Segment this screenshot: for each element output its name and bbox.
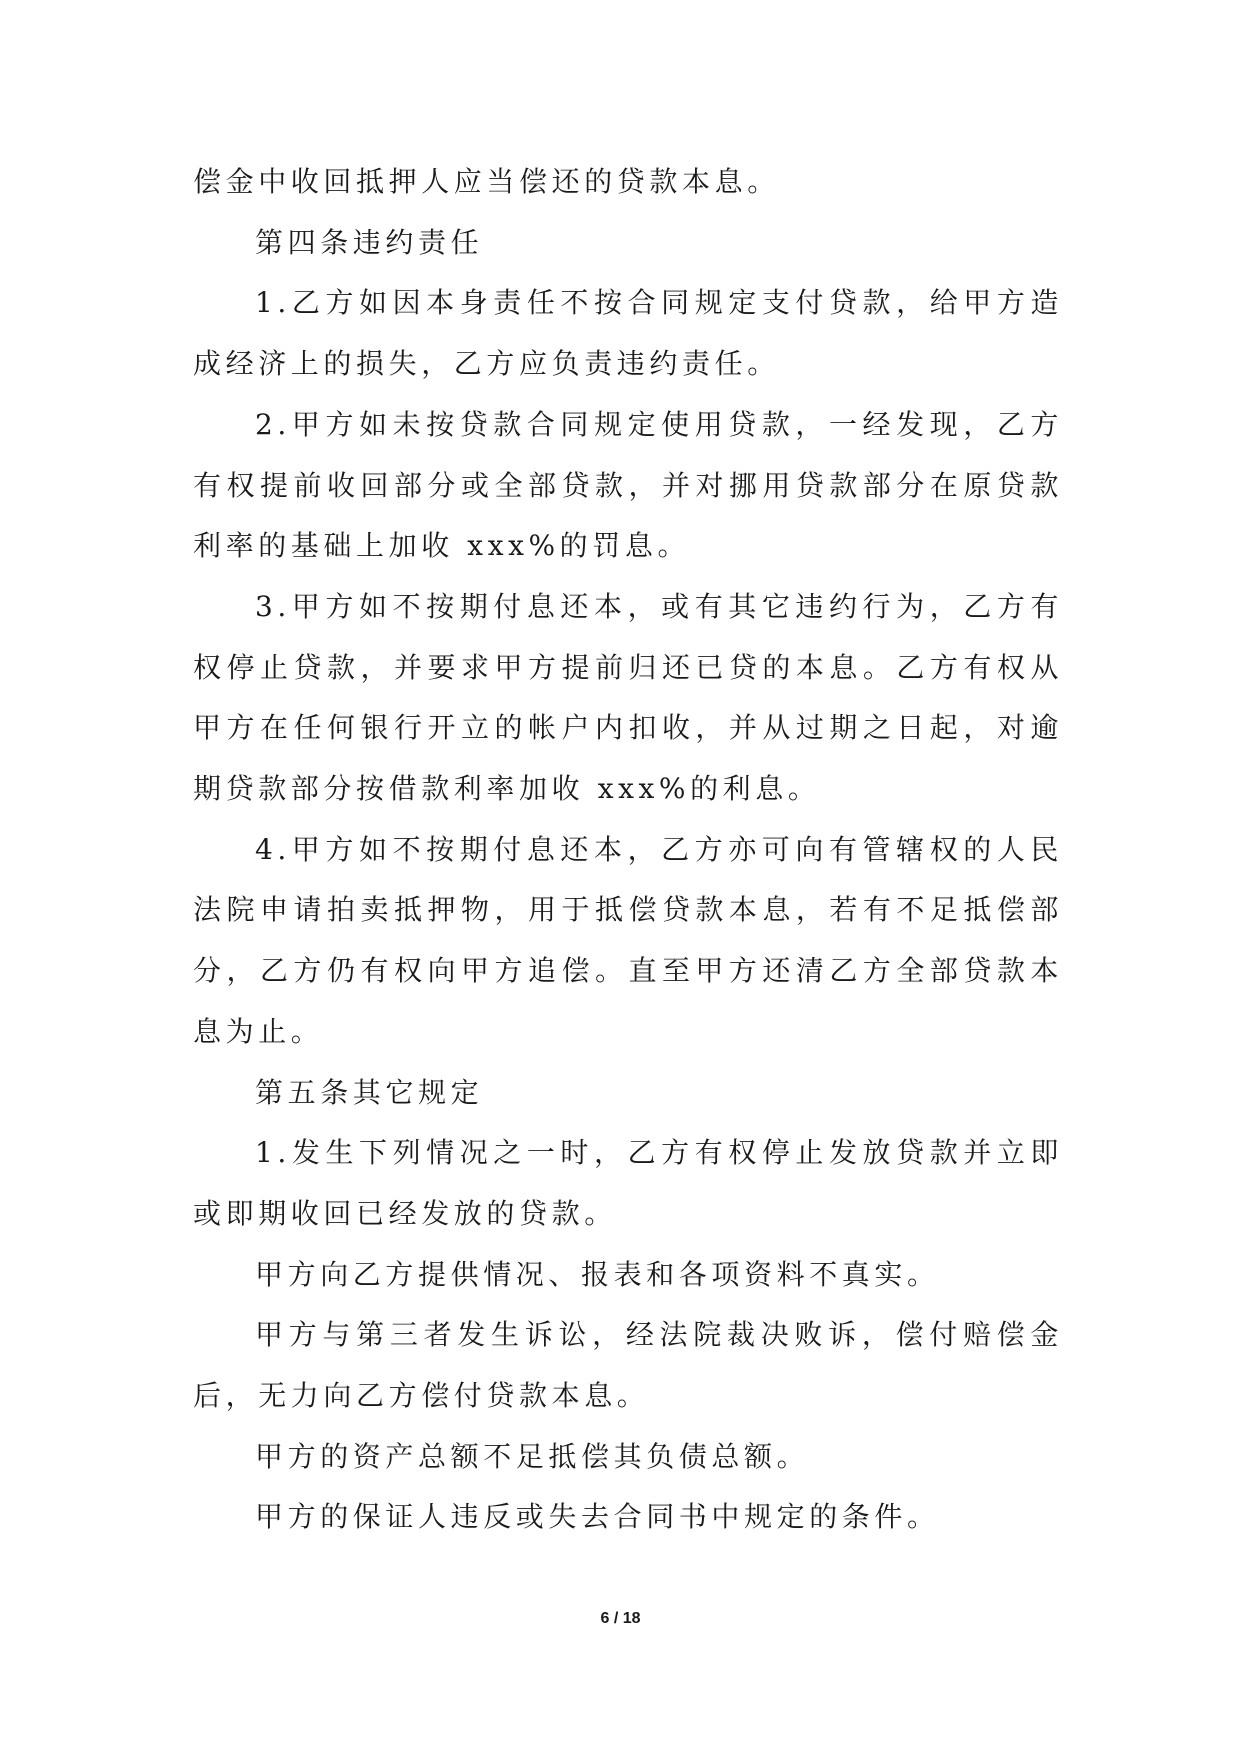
paragraph: 1.乙方如因本身责任不按合同规定支付贷款，给甲方造成经济上的损失，乙方应负责违约责任。 [193,286,1063,381]
document-body [193,152,1063,1548]
page-number: 6 / 18 [600,1610,641,1627]
paragraph: 甲方向乙方提供情况、报表和各项资料不真实。 [255,1257,940,1291]
section-heading: 第四条违约责任 [255,225,484,259]
paragraph: 1.发生下列情况之一时，乙方有权停止发放贷款并立即或即期收回已经发放的贷款。 [193,1136,1063,1230]
paragraph: 2.甲方如未按贷款合同规定使用贷款，一经发现，乙方有权提前收回部分或全部贷款，并对挪用贷款部分在原贷款利率的基础上加收 xxx%的罚息。 [193,407,1063,563]
paragraph: 甲方与第三者发生诉讼，经法院裁决败诉，偿付赔偿金后，无力向乙方偿付贷款本息。 [193,1318,1063,1413]
paragraph: 4.甲方如不按期付息还本，乙方亦可向有管辖权的人民法院申请拍卖抵押物，用于抵偿贷款本息，若有不足抵偿部分，乙方仍有权向甲方追偿。直至甲方还清乙方全部贷款本息为止。 [193,832,1063,1048]
paragraph: 偿金中收回抵押人应当偿还的贷款本息。 [193,165,780,198]
section-heading: 第五条其它规定 [255,1075,484,1109]
paragraph: 甲方的资产总额不足抵偿其负债总额。 [255,1439,810,1473]
paragraph: 3.甲方如不按期付息还本，或有其它违约行为，乙方有权停止贷款，并要求甲方提前归还已贷的本息。乙方有权从甲方在任何银行开立的帐户内扣收，并从过期之日起，对逾期贷款部分按借款利率加收 xxx%的利息。 [193,589,1063,806]
paragraph: 甲方的保证人违反或失去合同书中规定的条件。 [255,1500,940,1534]
